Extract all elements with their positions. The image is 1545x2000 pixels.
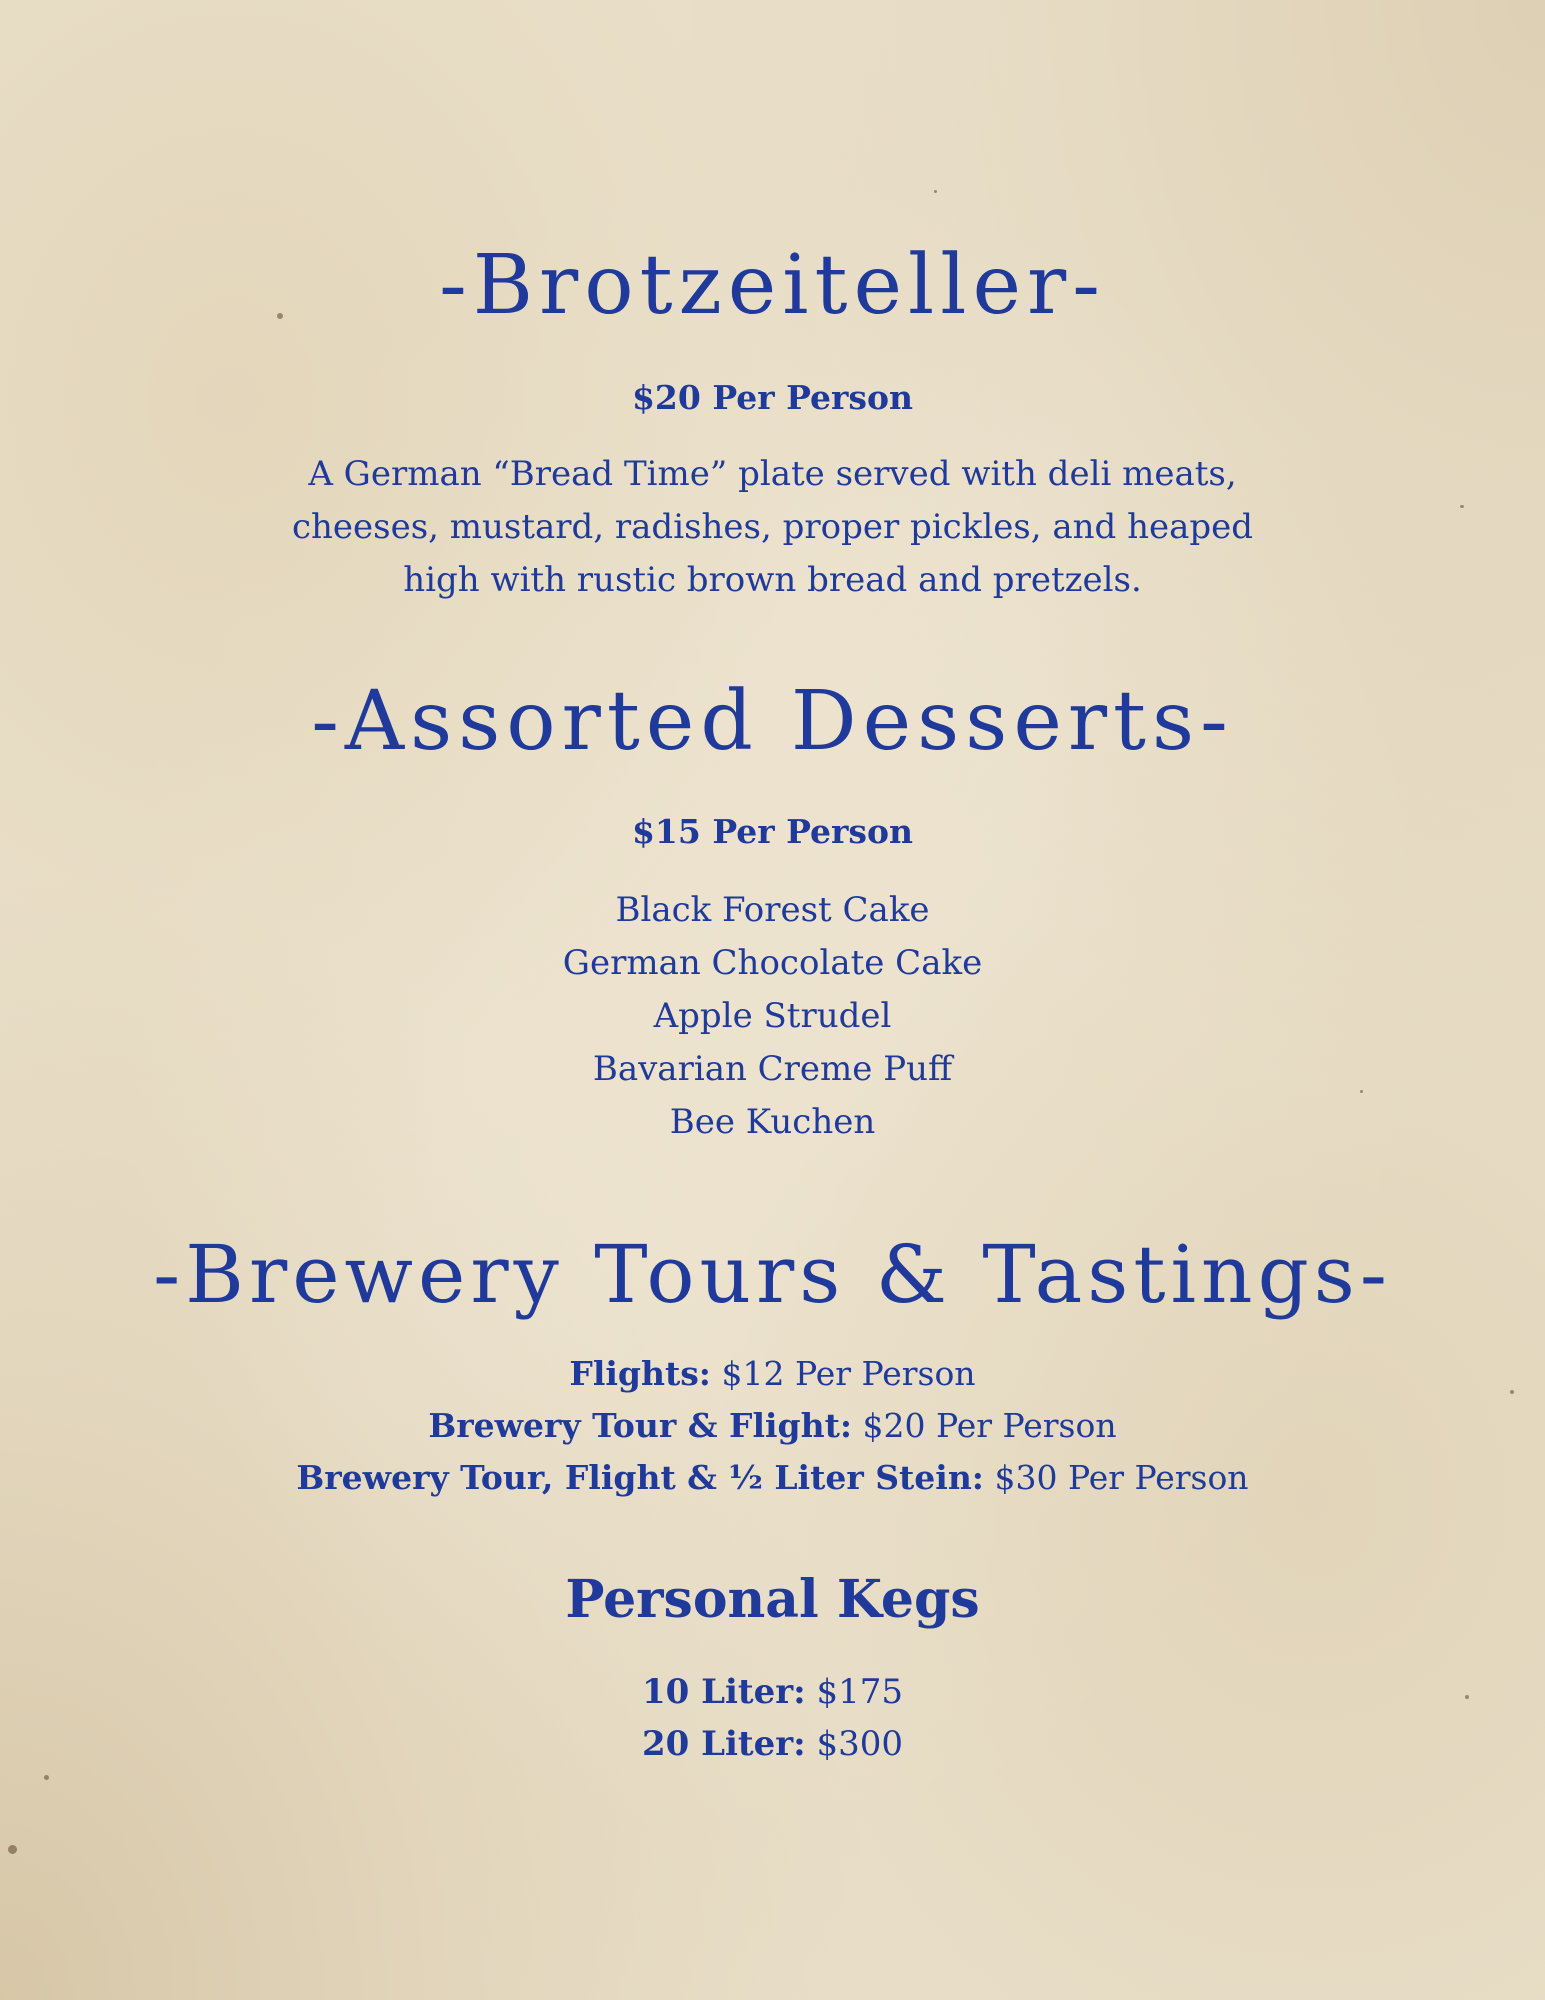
option-label: Brewery Tour, Flight & ½ Liter Stein: [296,1458,984,1497]
option-price: $175 [805,1672,904,1712]
option-price: $300 [805,1724,904,1764]
brewery-option [0,1348,1545,1400]
brewery-options [0,1348,1545,1504]
dessert-item: Black Forest Cake [615,890,930,930]
brotzeiteller-description [0,448,1545,607]
option-label: 20 Liter: [641,1724,806,1764]
option-label: Flights: [569,1354,711,1393]
dessert-item: Bee Kuchen [669,1102,876,1142]
keg-option [0,1718,1545,1770]
brewery-option [0,1400,1545,1452]
option-label: 10 Liter: [641,1672,806,1712]
brotzeiteller-heading: -Brotzeiteller- [439,238,1106,333]
dessert-item: Apple Strudel [653,996,892,1036]
brewery-option [0,1452,1545,1504]
option-label: Brewery Tour & Flight: [428,1406,853,1445]
option-price: $12 Per Person [711,1354,976,1393]
option-price: $30 Per Person [984,1458,1249,1497]
desserts-price: $15 Per Person [631,812,914,851]
desserts-list [0,884,1545,1149]
dessert-item: Bavarian Creme Puff [592,1049,953,1089]
description-line: cheeses, mustard, radishes, proper pickles, and heaped [291,507,1254,547]
paper-speck [8,1845,17,1854]
keg-option [0,1666,1545,1718]
description-line: A German “Bread Time” plate served with deli meats, [308,454,1237,494]
personal-kegs-heading: Personal Kegs [565,1569,980,1630]
description-line: high with rustic brown bread and pretzels. [403,560,1142,600]
brewery-heading: -Brewery Tours & Tastings- [153,1228,1392,1321]
paper-speck [934,190,937,193]
paper-speck [44,1775,49,1780]
dessert-item: German Chocolate Cake [562,943,983,983]
brotzeiteller-price: $20 Per Person [631,378,914,417]
desserts-heading: -Assorted Desserts- [311,674,1234,769]
keg-options [0,1666,1545,1770]
option-price: $20 Per Person [852,1406,1117,1445]
